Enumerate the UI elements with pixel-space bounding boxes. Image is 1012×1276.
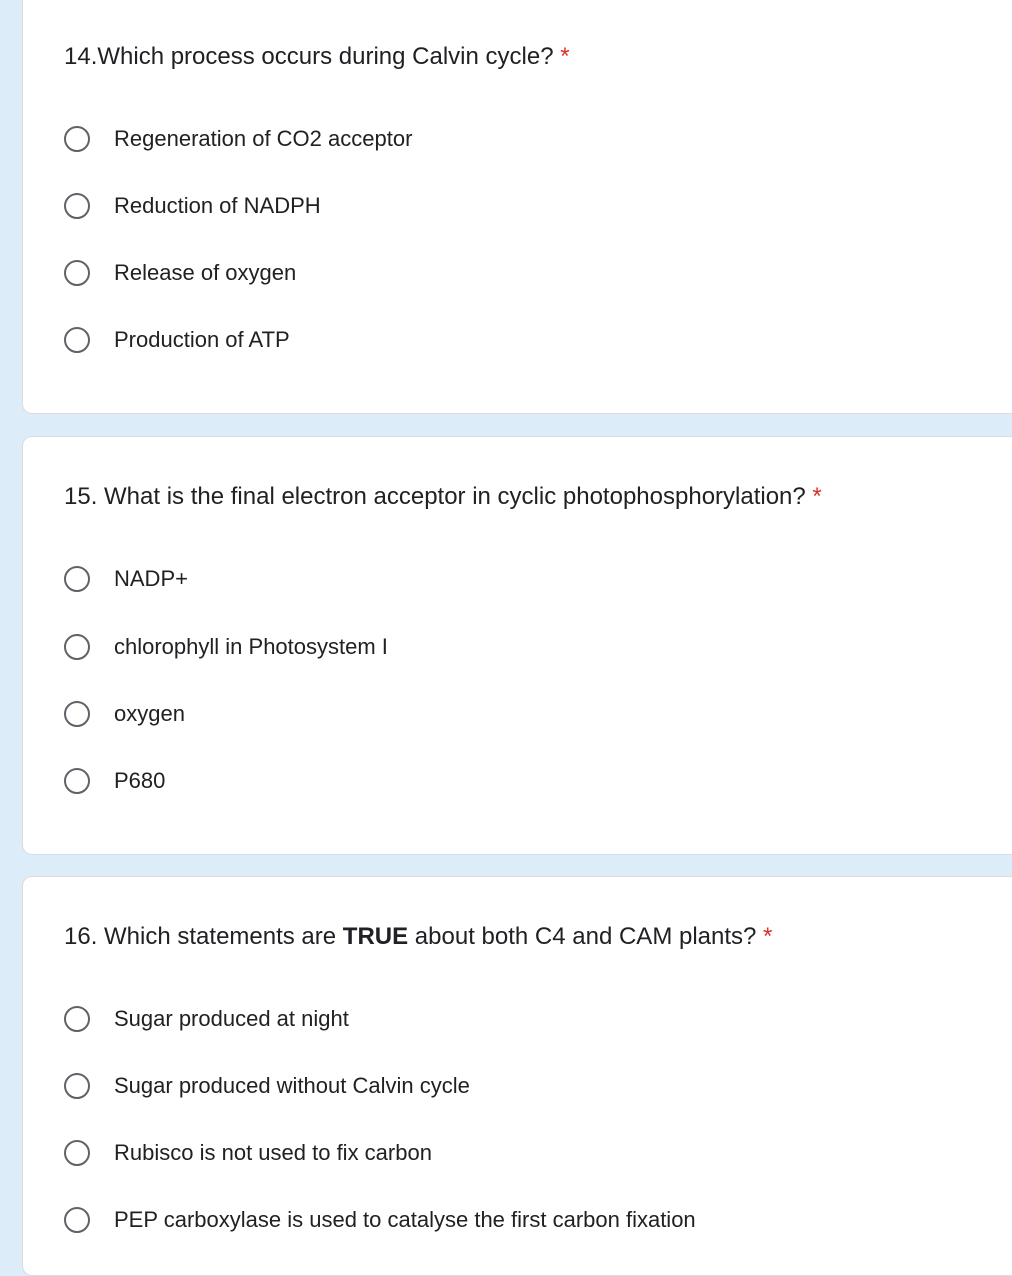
option-label: NADP+ xyxy=(114,566,188,591)
required-asterisk: * xyxy=(812,483,822,510)
radio-button-icon[interactable] xyxy=(64,327,90,353)
radio-option[interactable] xyxy=(64,561,188,597)
radio-button-icon[interactable] xyxy=(64,1140,90,1166)
radio-button-icon[interactable] xyxy=(64,126,90,152)
option-label: Production of ATP xyxy=(114,327,290,352)
radio-option[interactable] xyxy=(64,763,165,799)
radio-option[interactable] xyxy=(64,1135,432,1171)
radio-option[interactable] xyxy=(64,322,290,358)
radio-option[interactable] xyxy=(64,121,412,157)
radio-button-icon[interactable] xyxy=(64,1207,90,1233)
radio-button-icon[interactable] xyxy=(64,701,90,727)
option-label: PEP carboxylase is used to catalyse the first carbon fixation xyxy=(114,1207,696,1232)
radio-button-icon[interactable] xyxy=(64,1073,90,1099)
question-title-15: 15. What is the final electron acceptor in cyclic photophosphorylation? * xyxy=(64,483,822,510)
radio-button-icon[interactable] xyxy=(64,768,90,794)
option-label: P680 xyxy=(114,768,166,793)
radio-button-icon[interactable] xyxy=(64,260,90,286)
radio-option[interactable] xyxy=(64,1068,470,1104)
option-label: chlorophyll in Photosystem I xyxy=(114,634,388,659)
radio-option[interactable] xyxy=(64,188,321,224)
radio-option[interactable] xyxy=(64,1001,349,1037)
option-label: Rubisco is not used to fix carbon xyxy=(114,1140,432,1165)
radio-button-icon[interactable] xyxy=(64,1006,90,1032)
required-asterisk: * xyxy=(763,923,773,950)
radio-option[interactable] xyxy=(64,696,185,732)
question-title-16: 16. Which statements are TRUE about both C4 and CAM plants? * xyxy=(64,923,773,950)
radio-button-icon[interactable] xyxy=(64,634,90,660)
option-label: Release of oxygen xyxy=(114,260,297,285)
question-title-14: 14.Which process occurs during Calvin cycle? * xyxy=(64,43,570,70)
question-card-14 xyxy=(22,0,1012,414)
required-asterisk: * xyxy=(560,43,570,70)
radio-option[interactable] xyxy=(64,629,388,665)
question-card-16 xyxy=(22,876,1012,1276)
option-label: Reduction of NADPH xyxy=(114,193,321,218)
option-label: Sugar produced at night xyxy=(114,1006,349,1031)
radio-option[interactable] xyxy=(64,255,296,291)
option-label: Regeneration of CO2 acceptor xyxy=(114,126,413,151)
option-label: Sugar produced without Calvin cycle xyxy=(114,1073,470,1098)
radio-button-icon[interactable] xyxy=(64,193,90,219)
radio-button-icon[interactable] xyxy=(64,566,90,592)
radio-option[interactable] xyxy=(64,1202,696,1238)
question-card-15 xyxy=(22,436,1012,855)
option-label: oxygen xyxy=(114,701,185,726)
